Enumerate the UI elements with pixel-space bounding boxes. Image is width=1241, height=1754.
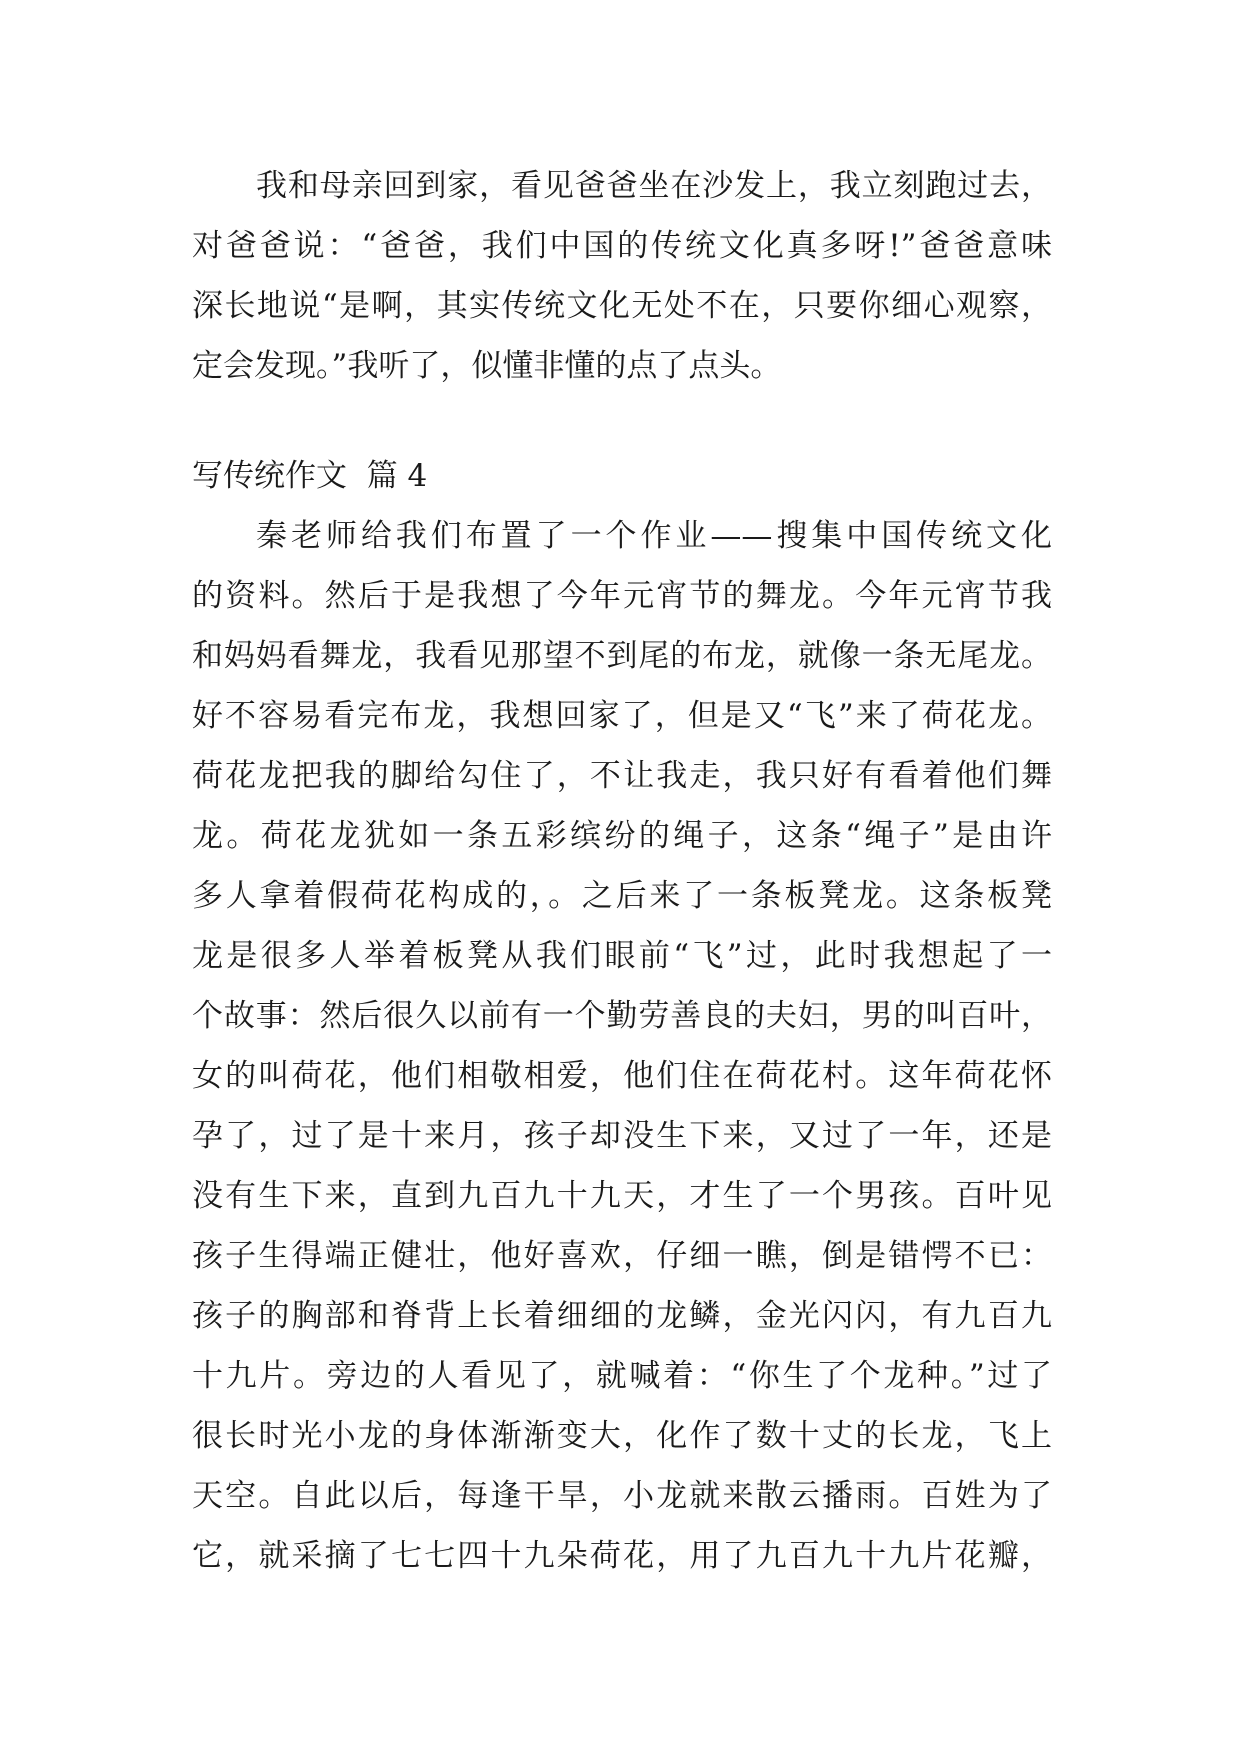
text-line: 它，就采摘了七七四十九朵荷花，用了九百九十九片花瓣，: [192, 1538, 1052, 1574]
text-line: 好不容易看完布龙，我想回家了，但是又“飞”来了荷花龙。: [192, 698, 1052, 734]
text-line: 孩子的胸部和脊背上长着细细的龙鳞，金光闪闪，有九百九: [192, 1298, 1052, 1334]
text-line: 孕了，过了是十来月，孩子却没生下来，又过了一年，还是: [192, 1118, 1052, 1154]
section-heading: 写传统作文 篇 4: [192, 458, 428, 494]
text-line: 龙是很多人举着板凳从我们眼前“飞”过，此时我想起了一: [192, 938, 1052, 974]
text-line: 的资料。然后于是我想了今年元宵节的舞龙。今年元宵节我: [192, 578, 1052, 614]
text-line: 定会发现。”我听了，似懂非懂的点了点头。: [192, 348, 782, 384]
text-line: 孩子生得端正健壮，他好喜欢，仔细一瞧，倒是错愕不已：: [192, 1238, 1052, 1274]
text-line: 荷花龙把我的脚给勾住了，不让我走，我只好有看着他们舞: [192, 758, 1052, 794]
text-line: 我和母亲回到家，看见爸爸坐在沙发上，我立刻跑过去，: [256, 168, 1052, 204]
text-line: 对爸爸说：“爸爸，我们中国的传统文化真多呀!”爸爸意味: [192, 228, 1052, 264]
text-line: 没有生下来，直到九百九十九天，才生了一个男孩。百叶见: [192, 1178, 1052, 1214]
text-line: 天空。自此以后，每逢干旱，小龙就来散云播雨。百姓为了: [192, 1478, 1052, 1514]
text-line: 深长地说“是啊，其实传统文化无处不在，只要你细心观察，: [192, 288, 1052, 324]
text-line: 和妈妈看舞龙，我看见那望不到尾的布龙，就像一条无尾龙。: [192, 638, 1052, 674]
text-line: 龙。荷花龙犹如一条五彩缤纷的绳子，这条“绳子”是由许: [192, 818, 1052, 854]
text-line: 十九片。旁边的人看见了，就喊着：“你生了个龙种。”过了: [192, 1358, 1052, 1394]
text-line: 女的叫荷花，他们相敬相爱，他们住在荷花村。这年荷花怀: [192, 1058, 1052, 1094]
text-line: 秦老师给我们布置了一个作业——搜集中国传统文化: [256, 518, 1052, 554]
text-line: 个故事：然后很久以前有一个勤劳善良的夫妇，男的叫百叶，: [192, 998, 1052, 1034]
text-line: 很长时光小龙的身体渐渐变大，化作了数十丈的长龙，飞上: [192, 1418, 1052, 1454]
text-line: 多人拿着假荷花构成的，。之后来了一条板凳龙。这条板凳: [192, 878, 1052, 914]
